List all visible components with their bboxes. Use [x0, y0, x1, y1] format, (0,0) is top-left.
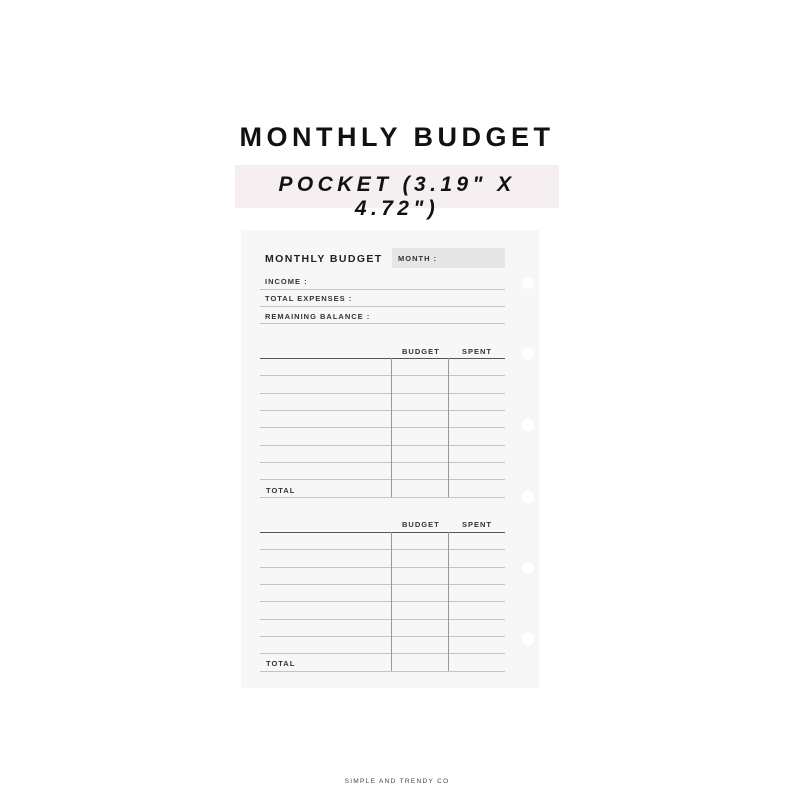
table-row[interactable]: [260, 427, 505, 428]
table-row[interactable]: [260, 445, 505, 446]
table-row[interactable]: [260, 653, 505, 654]
table-row[interactable]: [260, 410, 505, 411]
table-row[interactable]: [260, 549, 505, 550]
spent-column-header: SPENT: [462, 347, 493, 356]
sheet-title: MONTHLY BUDGET: [265, 253, 383, 265]
income-label: INCOME :: [265, 277, 308, 286]
table-total-row[interactable]: [260, 497, 505, 498]
binder-hole: [521, 347, 535, 361]
remaining-balance-line[interactable]: [260, 323, 505, 324]
binder-hole: [521, 632, 535, 646]
table-row[interactable]: [260, 584, 505, 585]
table-total-row[interactable]: [260, 671, 505, 672]
table-header-rule: [260, 532, 505, 533]
table-row[interactable]: [260, 567, 505, 568]
total-label: TOTAL: [266, 659, 296, 668]
table-row[interactable]: [260, 393, 505, 394]
column-divider: [448, 532, 449, 671]
budget-column-header: BUDGET: [402, 347, 440, 356]
column-divider: [448, 358, 449, 497]
total-expenses-line[interactable]: [260, 306, 505, 307]
table-row[interactable]: [260, 462, 505, 463]
table-row[interactable]: [260, 375, 505, 376]
total-label: TOTAL: [266, 486, 296, 495]
binder-hole: [521, 418, 535, 432]
table-row[interactable]: [260, 601, 505, 602]
binder-hole: [521, 490, 535, 504]
page-subtitle: POCKET (3.19" X 4.72"): [278, 173, 516, 220]
remaining-balance-label: REMAINING BALANCE :: [265, 312, 371, 321]
spent-column-header: SPENT: [462, 520, 493, 529]
binder-hole: [521, 561, 535, 575]
table-header-rule: [260, 358, 505, 359]
page-title: MONTHLY BUDGET: [239, 122, 555, 152]
table-row[interactable]: [260, 479, 505, 480]
total-expenses-label: TOTAL EXPENSES :: [265, 294, 353, 303]
brand-footer: SIMPLE AND TRENDY CO: [344, 778, 450, 785]
binder-hole: [521, 276, 535, 290]
column-divider: [391, 358, 392, 497]
column-divider: [391, 532, 392, 671]
budget-column-header: BUDGET: [402, 520, 440, 529]
table-row[interactable]: [260, 636, 505, 637]
table-row[interactable]: [260, 619, 505, 620]
month-label: MONTH :: [398, 254, 438, 263]
income-line[interactable]: [260, 289, 505, 290]
